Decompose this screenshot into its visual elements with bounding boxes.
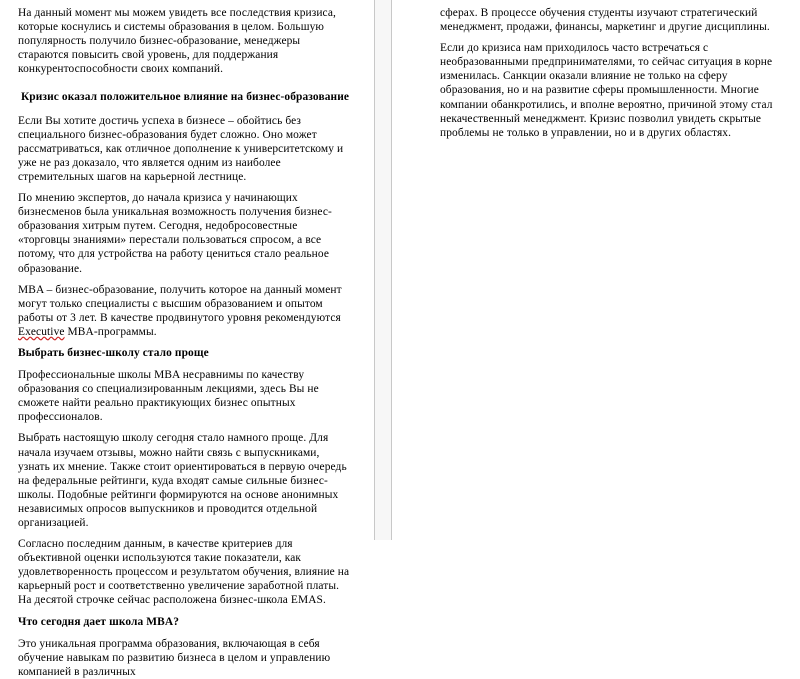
paragraph: Если Вы хотите достичь успеха в бизнесе – обойтись без специального бизнес-образования будет сложно. Оно может рассматриваться, как отличное дополнение к университетскому и уже не раз доказало, что является одним из наиболее стремительных шагов на карьерной лестнице. [18, 114, 344, 183]
paragraph: сферах. В процессе обучения студенты изучают стратегический менеджмент, продажи, финансы, маркетинг и другие дисциплины. [440, 7, 770, 34]
paragraph: Это уникальная программа образования, включающая в себя обучение навыкам по развитию бизнеса в целом и управлению компанией в различных [18, 637, 331, 678]
paragraph-text-before: MBA – бизнес-образование, получить которое на данный момент могут только специалисты с высшим образованием и опытом работы от 3 лет. В качестве продвинутого уровня рекомендуются [18, 283, 342, 324]
paragraph: Согласно последним данным, в качестве критериев для объективной оценки используются такие показатели, как удовлетворенность процессом и результатом обучения, влияние на карьерный рост и соответственно увеличение заработной платы. На десятой строчке сейчас расположена бизнес-школа EMAS. [18, 538, 350, 607]
section-heading-choosing-business-school: Выбрать бизнес-школу стало проще [18, 346, 209, 359]
paragraph-with-spellcheck [18, 283, 352, 339]
paragraph: По мнению экспертов, до начала кризиса у начинающих бизнесменов была уникальная возможность получения бизнес-образования хитрым путем. Сегодня, недобросовестные «торговцы знаниями» перестали пользоваться спросом, а все потому, что для устройства на работу цениться стало реальное образование. [18, 192, 332, 275]
document-page-1 [0, 0, 374, 678]
misspelled-word[interactable]: Executive [18, 325, 65, 338]
document-page-2 [392, 0, 800, 540]
page-separator-gutter [374, 0, 392, 540]
section-heading-what-mba-gives: Что сегодня дает школа MBA? [18, 615, 179, 628]
section-heading-crisis-positive-impact: Кризис оказал положительное влияние на бизнес-образование [20, 91, 350, 104]
paragraph: Если до кризиса нам приходилось часто встречаться с необразованными предпринимателями, то сейчас ситуация в корне изменилась. Санкции оказали влияние не только на сферу образования, но и на развитие сферы промышленности. Многие компании обанкротились, и вполне вероятно, причиной этому стал некачественный менеджмент. Кризис позволил увидеть скрытые проблемы не только в управлении, но и в других областях. [440, 42, 773, 139]
paragraph: Профессиональные школы MBA несравнимы по качеству образования со специализированным лекциями, здесь Вы не сможете найти реально практикующих бизнес опытных профессионалов. [18, 369, 319, 424]
paragraph: На данный момент мы можем увидеть все последствия кризиса, которые коснулись и системы образования в целом. Большую популярность получило бизнес-образование, менеджеры стараются повысить свой уровень, для поддержания конкурентоспособности своих компаний. [18, 7, 336, 76]
paragraph: Выбрать настоящую школу сегодня стало намного проще. Для начала изучаем отзывы, можно найти связь с выпускниками, узнать их мнение. Также стоит ориентироваться в первую очередь на федеральные рейтинги, куда входят самые сильные бизнес-школы. Подобные рейтинги формируются на основе анонимных независимых опросов выпускников и проводится отдельной организацией. [18, 432, 347, 529]
paragraph-text-after: MBA-программы. [64, 325, 157, 338]
